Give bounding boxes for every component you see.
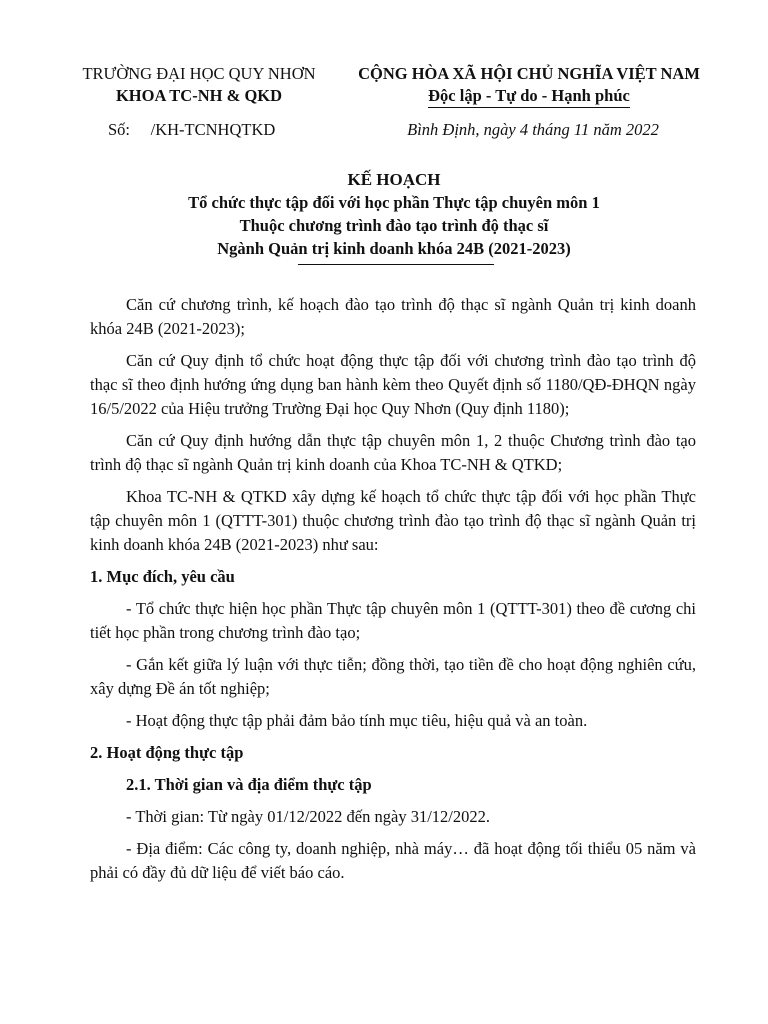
section-heading-2: 2. Hoạt động thực tập: [90, 743, 244, 762]
title-underline: [298, 264, 494, 265]
location-item: - Địa điểm: Các công ty, doanh nghiệp, nhà máy… đã hoạt động tối thiểu 05 năm và phải có đầy đủ dữ liệu để viết báo cáo.: [90, 839, 696, 882]
purpose-item-1: - Tổ chức thực hiện học phần Thực tập chuyên môn 1 (QTTT-301) theo đề cương chi tiết học phần trong chương trình đào tạo;: [90, 599, 696, 642]
time-item: - Thời gian: Từ ngày 01/12/2022 đến ngày 31/12/2022.: [126, 807, 490, 826]
document-title-block: [90, 168, 698, 260]
title-line-1: Tổ chức thực tập đối với học phần Thực tập chuyên môn 1: [188, 193, 600, 212]
legal-basis-2: Căn cứ Quy định tổ chức hoạt động thực tập đối với chương trình đào tạo trình độ thạc sĩ theo định hướng ứng dụng ban hành kèm theo Quyết định số 1180/QĐ-ĐHQN ngày 16/5/2022 của Hiệu trưởng Trường Đại học Quy Nhơn (Quy định 1180);: [90, 351, 696, 418]
national-heading-block: [330, 63, 728, 108]
document-number: Số: /KH-TCNHQTKD: [108, 120, 276, 139]
document-type: KẾ HOẠCH: [347, 170, 441, 189]
school-name: TRƯỜNG ĐẠI HỌC QUY NHƠN: [82, 64, 316, 83]
place-and-date: Bình Định, ngày 4 tháng 11 năm 2022: [407, 120, 659, 139]
subsection-heading-2-1: 2.1. Thời gian và địa điểm thực tập: [126, 775, 372, 794]
intro-paragraph: Khoa TC-NH & QTKD xây dựng kế hoạch tổ chức thực tập đối với học phần Thực tập chuyên môn 1 (QTTT-301) thuộc chương trình đào tạo trình độ thạc sĩ ngành Quản trị kinh doanh khóa 24B (2021-2023) như sau:: [90, 487, 696, 554]
document-body: [90, 293, 696, 893]
national-motto: Độc lập - Tự do - Hạnh phúc: [428, 86, 630, 108]
section-heading-1: 1. Mục đích, yêu cầu: [90, 567, 235, 586]
issuer-block: [70, 63, 328, 107]
title-line-2: Thuộc chương trình đào tạo trình độ thạc sĩ: [239, 216, 549, 235]
legal-basis-3: Căn cứ Quy định hướng dẫn thực tập chuyên môn 1, 2 thuộc Chương trình đào tạo trình độ thạc sĩ ngành Quản trị kinh doanh của Khoa TC-NH & QTKD;: [90, 431, 696, 474]
purpose-item-2: - Gắn kết giữa lý luận với thực tiễn; đồng thời, tạo tiền đề cho hoạt động nghiên cứu, xây dựng Đề án tốt nghiệp;: [90, 655, 696, 698]
country-name: CỘNG HÒA XÃ HỘI CHỦ NGHĨA VIỆT NAM: [358, 64, 700, 83]
legal-basis-1: Căn cứ chương trình, kế hoạch đào tạo trình độ thạc sĩ ngành Quản trị kinh doanh khóa 24B (2021-2023);: [90, 295, 696, 338]
faculty-name: KHOA TC-NH & QKD: [115, 86, 283, 105]
title-line-3: Ngành Quản trị kinh doanh khóa 24B (2021-2023): [217, 239, 571, 258]
purpose-item-3: - Hoạt động thực tập phải đảm bảo tính mục tiêu, hiệu quả và an toàn.: [126, 711, 588, 730]
